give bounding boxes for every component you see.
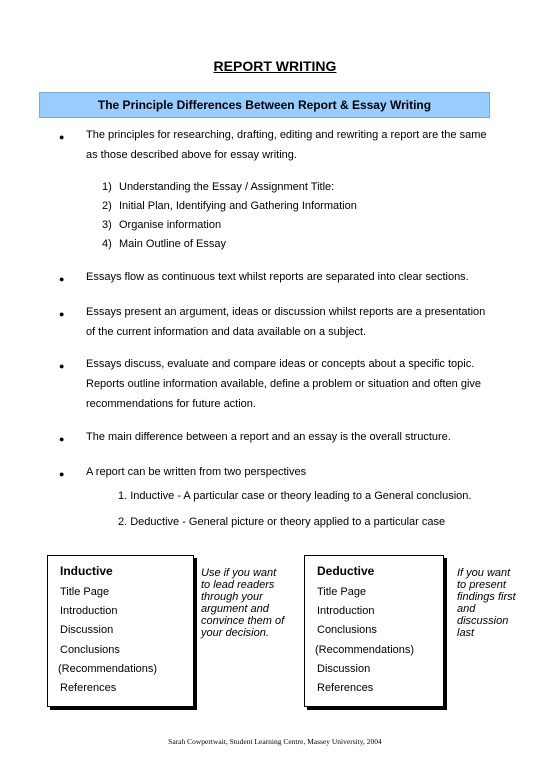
step-number: 2) bbox=[102, 200, 112, 212]
box-item: Conclusions bbox=[60, 644, 120, 656]
paragraph-line: recommendations for future action. bbox=[86, 398, 256, 410]
box-item: (Recommendations) bbox=[58, 663, 158, 675]
box-heading: Inductive bbox=[60, 564, 113, 578]
page-footer: Sarah Cowpertwait, Student Learning Centre, Massey University, 2004 bbox=[168, 737, 382, 746]
inductive-note bbox=[201, 567, 284, 639]
page-title: REPORT WRITING bbox=[213, 58, 337, 74]
box-item: Title Page bbox=[317, 586, 367, 598]
bullet-paragraph-5: The main difference between a report and an essay is the overall structure. bbox=[86, 431, 451, 443]
bullet-icon: ● bbox=[59, 361, 65, 371]
paragraph-line: Reports outline information available, define a problem or situation and often give bbox=[86, 378, 482, 390]
note-line: and bbox=[457, 603, 476, 615]
step-item bbox=[102, 235, 226, 254]
paragraph-line: as those described above for essay writing. bbox=[86, 149, 297, 161]
note-line: your decision. bbox=[201, 627, 269, 639]
bullet-icon: ● bbox=[59, 274, 65, 284]
bullet-icon: ● bbox=[59, 309, 65, 319]
note-line: If you want bbox=[457, 567, 511, 579]
bullet-icon: ● bbox=[59, 132, 65, 142]
step-text: Understanding the Essay / Assignment Title: bbox=[119, 181, 335, 193]
paragraph-line: of the current information and data available on a subject. bbox=[86, 326, 367, 338]
note-line: last bbox=[457, 627, 475, 639]
step-number: 3) bbox=[102, 219, 112, 231]
box-item: References bbox=[60, 682, 117, 694]
bullet-paragraph-3 bbox=[86, 302, 506, 342]
note-line: discussion bbox=[457, 615, 509, 627]
note-line: findings first bbox=[457, 591, 516, 603]
inductive-structure-box bbox=[47, 555, 194, 707]
perspective-inductive: 1. Inductive - A particular case or theory leading to a General conclusion. bbox=[118, 490, 472, 502]
banner-text: The Principle Differences Between Report & Essay Writing bbox=[97, 98, 432, 112]
bullet-icon: ● bbox=[59, 434, 65, 444]
box-item: Discussion bbox=[317, 663, 371, 675]
perspective-deductive: 2. Deductive - General picture or theory applied to a particular case bbox=[118, 516, 446, 528]
bullet-paragraph-1 bbox=[86, 125, 506, 165]
note-line: Use if you want bbox=[201, 567, 277, 579]
step-text: Initial Plan, Identifying and Gathering Information bbox=[119, 200, 357, 212]
step-text: Organise information bbox=[119, 219, 222, 231]
step-number: 4) bbox=[102, 238, 112, 250]
box-item: Introduction bbox=[317, 605, 375, 617]
bullet-paragraph-6: A report can be written from two perspectives bbox=[86, 466, 307, 478]
box-item: Conclusions bbox=[317, 624, 377, 636]
paragraph-line: Essays discuss, evaluate and compare ideas or concepts about a specific topic. bbox=[86, 358, 475, 370]
step-number: 1) bbox=[102, 181, 112, 193]
bullet-paragraph-4 bbox=[86, 354, 506, 414]
step-item bbox=[102, 197, 357, 216]
deductive-note bbox=[457, 567, 516, 639]
paragraph-line: Essays present an argument, ideas or discussion whilst reports are a presentation bbox=[86, 306, 486, 318]
step-item bbox=[102, 178, 334, 197]
note-line: to lead readers bbox=[201, 579, 275, 591]
box-item: Title Page bbox=[60, 586, 110, 598]
box-item: Introduction bbox=[60, 605, 118, 617]
deductive-structure-box bbox=[304, 555, 444, 707]
note-line: convince them of bbox=[201, 615, 285, 627]
step-item bbox=[102, 216, 221, 235]
box-item: References bbox=[317, 682, 374, 694]
box-item: (Recommendations) bbox=[315, 644, 415, 656]
note-line: to present bbox=[457, 579, 506, 591]
bullet-icon: ● bbox=[59, 469, 65, 479]
note-line: argument and bbox=[201, 603, 269, 615]
paragraph-line: The principles for researching, drafting, editing and rewriting a report are the same bbox=[86, 129, 487, 141]
note-line: through your bbox=[201, 591, 263, 603]
step-text: Main Outline of Essay bbox=[119, 238, 226, 250]
section-banner bbox=[39, 92, 490, 118]
box-item: Discussion bbox=[60, 624, 114, 636]
bullet-paragraph-2: Essays flow as continuous text whilst reports are separated into clear sections. bbox=[86, 271, 469, 283]
box-heading: Deductive bbox=[317, 564, 375, 578]
